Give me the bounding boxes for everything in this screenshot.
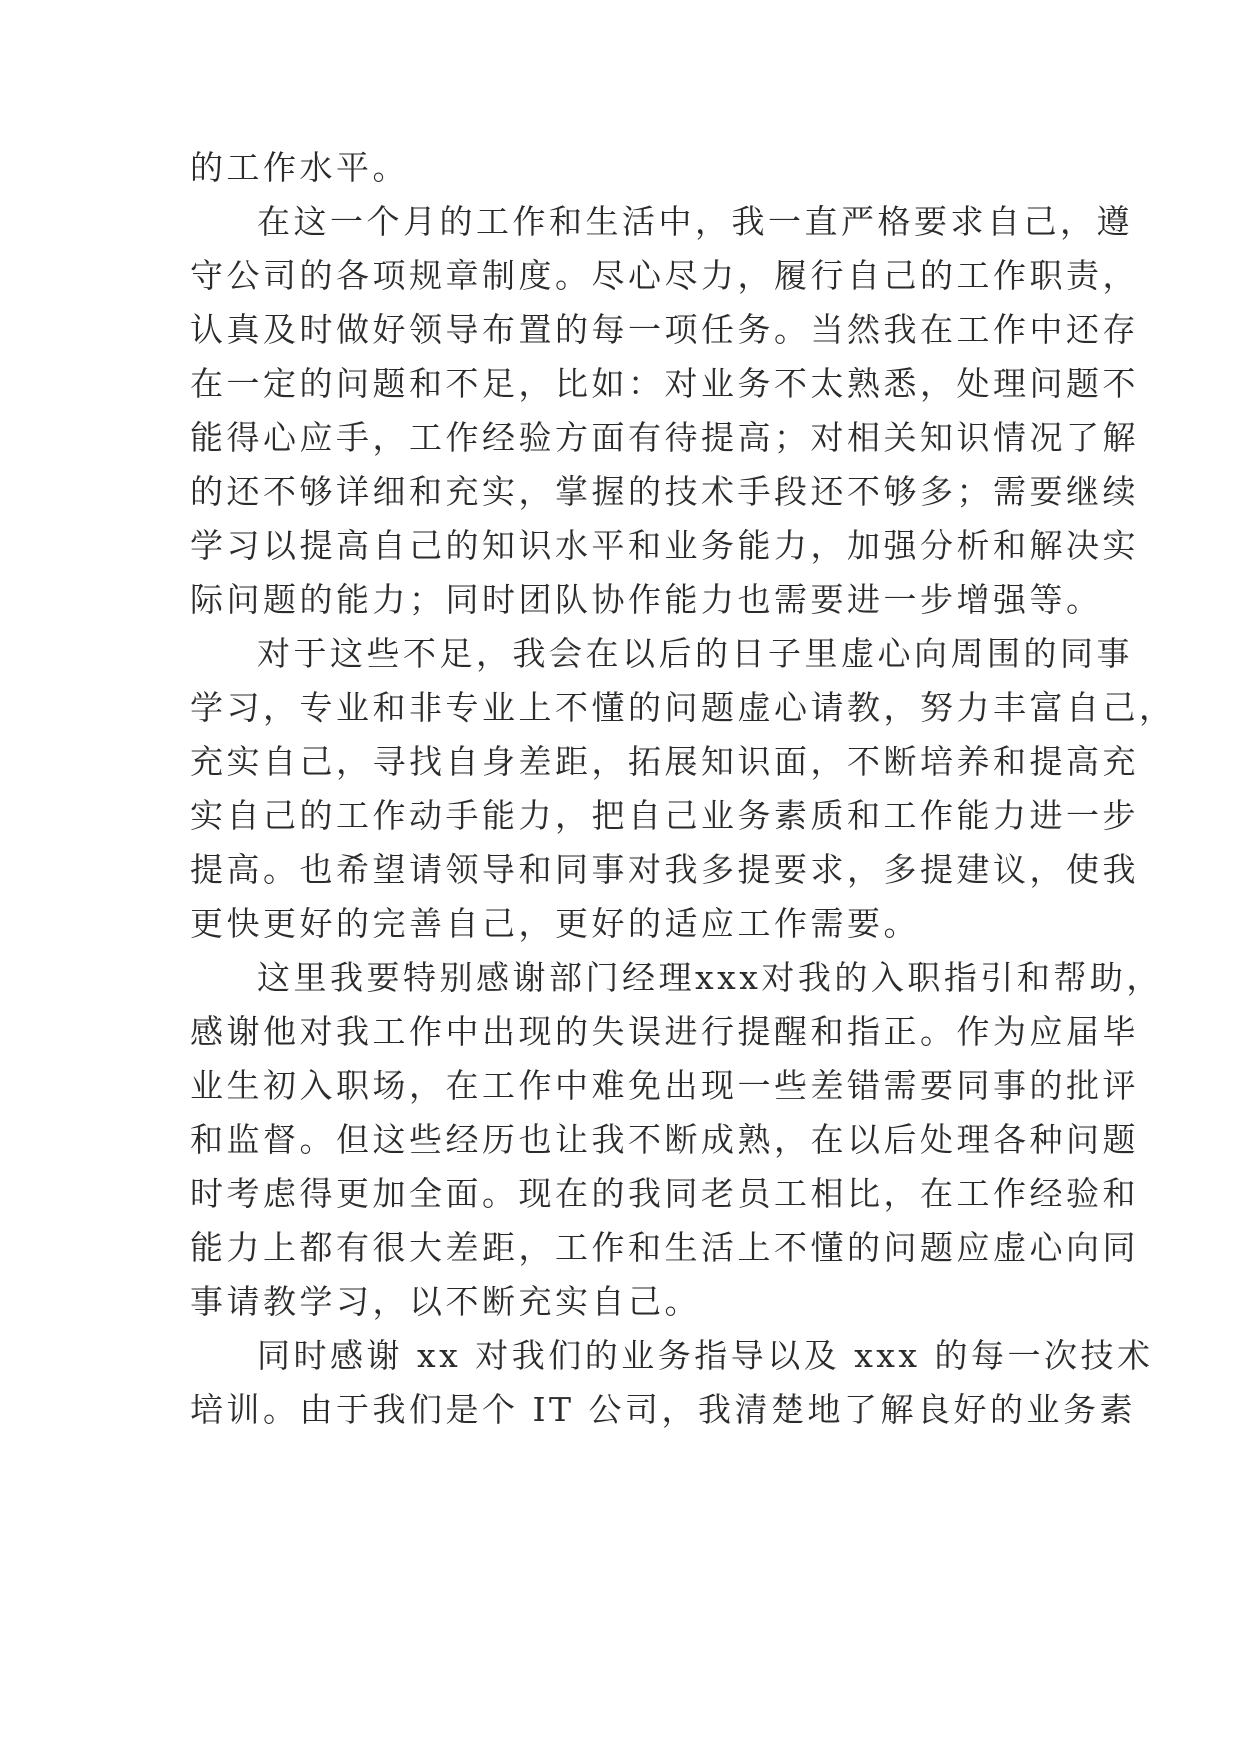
text-line: 提高。也希望请领导和同事对我多提要求，多提建议，使我 xyxy=(190,850,1139,889)
text-line: 感谢他对我工作中出现的失误进行提醒和指正。作为应届毕 xyxy=(190,1012,1139,1051)
text-line: 在一定的问题和不足，比如：对业务不太熟悉，处理问题不 xyxy=(190,364,1139,403)
paragraph-first-line: 对于这些不足，我会在以后的日子里虚心向周围的同事 xyxy=(257,634,1133,673)
text-line: 能得心应手，工作经验方面有待提高；对相关知识情况了解 xyxy=(190,418,1139,457)
text-line: 业生初入职场，在工作中难免出现一些差错需要同事的批评 xyxy=(190,1066,1139,1105)
text-line: 充实自己，寻找自身差距，拓展知识面，不断培养和提高充 xyxy=(190,742,1139,781)
text-line: 能力上都有很大差距，工作和生活上不懂的问题应虚心向同 xyxy=(190,1228,1139,1267)
text-line: 学习，专业和非专业上不懂的问题虚心请教，努力丰富自己， xyxy=(190,688,1176,727)
text-line: 和监督。但这些经历也让我不断成熟，在以后处理各种问题 xyxy=(190,1120,1139,1159)
text-line: 更快更好的完善自己，更好的适应工作需要。 xyxy=(190,904,920,943)
text-line: 学习以提高自己的知识水平和业务能力，加强分析和解决实 xyxy=(190,526,1139,565)
text-line: 的还不够详细和充实，掌握的技术手段还不够多；需要继续 xyxy=(190,472,1139,511)
paragraph-first-line: 在这一个月的工作和生活中，我一直严格要求自己，遵 xyxy=(257,202,1133,241)
text-line: 守公司的各项规章制度。尽心尽力，履行自己的工作职责， xyxy=(190,256,1139,295)
paragraph-first-line: 同时感谢 xx 对我们的业务指导以及 xxx 的每一次技术 xyxy=(257,1336,1154,1375)
text-line: 的工作水平。 xyxy=(190,148,409,187)
text-line: 时考虑得更加全面。现在的我同老员工相比，在工作经验和 xyxy=(190,1174,1139,1213)
text-line: 实自己的工作动手能力，把自己业务素质和工作能力进一步 xyxy=(190,796,1139,835)
paragraph-first-line: 这里我要特别感谢部门经理xxx对我的入职指引和帮助， xyxy=(257,958,1163,997)
text-line: 认真及时做好领导布置的每一项任务。当然我在工作中还存 xyxy=(190,310,1139,349)
text-line: 培训。由于我们是个 IT 公司，我清楚地了解良好的业务素 xyxy=(190,1390,1137,1429)
text-line: 事请教学习，以不断充实自己。 xyxy=(190,1282,701,1321)
text-line: 际问题的能力；同时团队协作能力也需要进一步增强等。 xyxy=(190,580,1103,619)
